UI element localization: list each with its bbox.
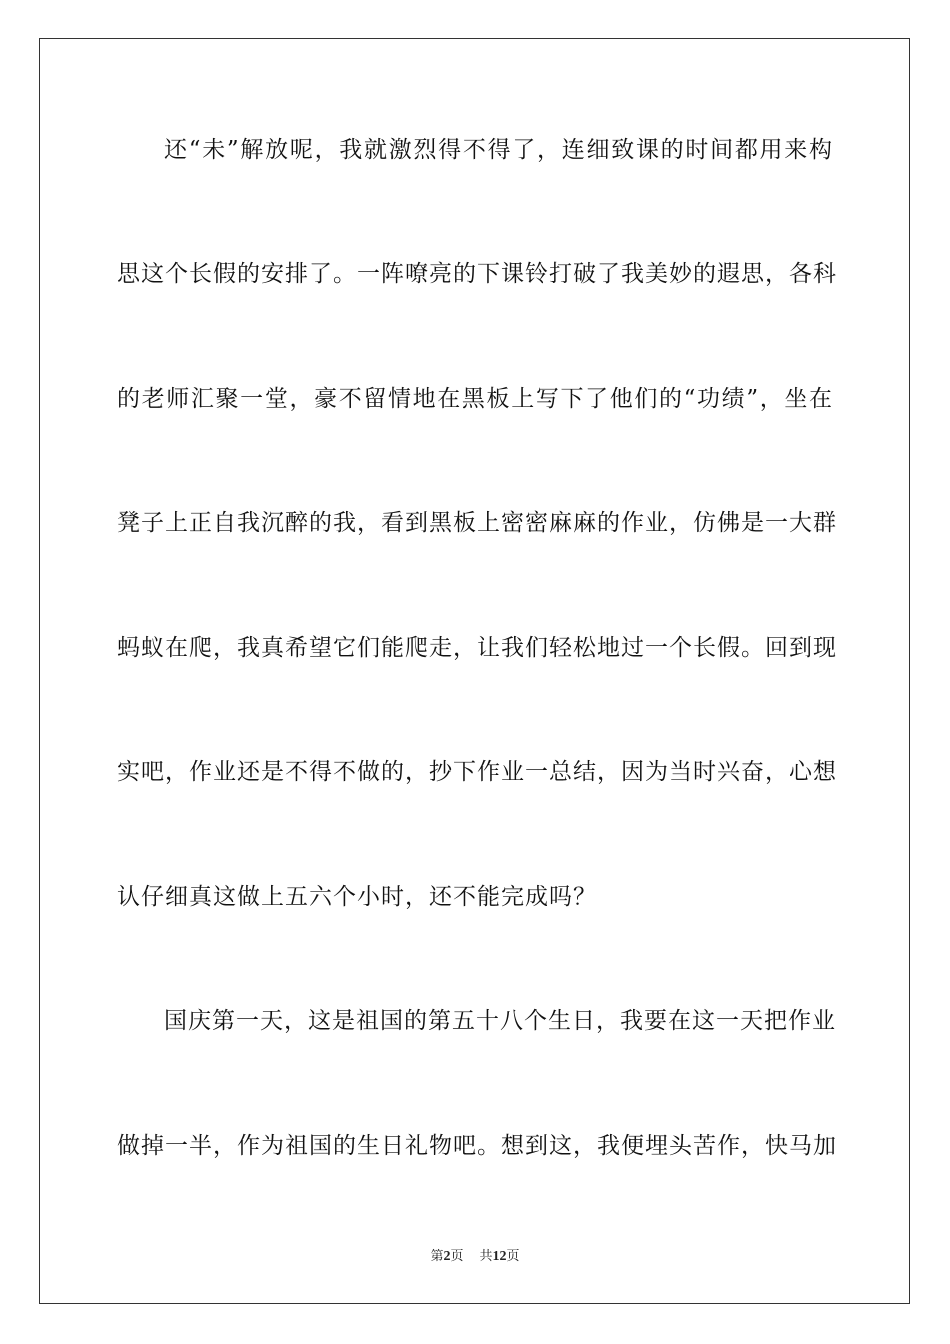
total-suffix: 页 bbox=[506, 1249, 520, 1264]
paragraph-1-line-5: 蚂蚁在爬，我真希望它们能爬走，让我们轻松地过一个长假。回到现 bbox=[117, 635, 837, 661]
total-pages: 12 bbox=[492, 1249, 507, 1264]
page-number: 2 bbox=[443, 1249, 451, 1264]
paragraph-2-line-1: 国庆第一天，这是祖国的第五十八个生日，我要在这一天把作业 bbox=[164, 1008, 836, 1034]
paragraph-2-line-2: 做掉一半，作为祖国的生日礼物吧。想到这，我便埋头苦作，快马加 bbox=[117, 1133, 837, 1159]
page-footer bbox=[0, 1249, 950, 1265]
paragraph-1-line-7: 认仔细真这做上五六个小时，还不能完成吗？ bbox=[117, 884, 597, 910]
paragraph-1-line-6: 实吧，作业还是不得不做的，抄下作业一总结，因为当时兴奋，心想 bbox=[117, 759, 837, 785]
paragraph-1-line-4: 凳子上正自我沉醉的我，看到黑板上密密麻麻的作业，仿佛是一大群 bbox=[117, 510, 837, 536]
page-border bbox=[39, 38, 910, 1304]
paragraph-1-line-3: 的老师汇聚一堂，豪不留情地在黑板上写下了他们的“功绩”，坐在 bbox=[117, 386, 833, 412]
page-prefix: 第 bbox=[430, 1249, 444, 1264]
paragraph-1-line-1: 还“未”解放呢，我就激烈得不得了，连细致课的时间都用来构 bbox=[164, 137, 833, 163]
total-prefix: 共 bbox=[479, 1249, 493, 1264]
paragraph-1-line-2: 思这个长假的安排了。一阵嘹亮的下课铃打破了我美妙的遐思，各科 bbox=[117, 261, 837, 287]
page-suffix: 页 bbox=[450, 1249, 464, 1264]
